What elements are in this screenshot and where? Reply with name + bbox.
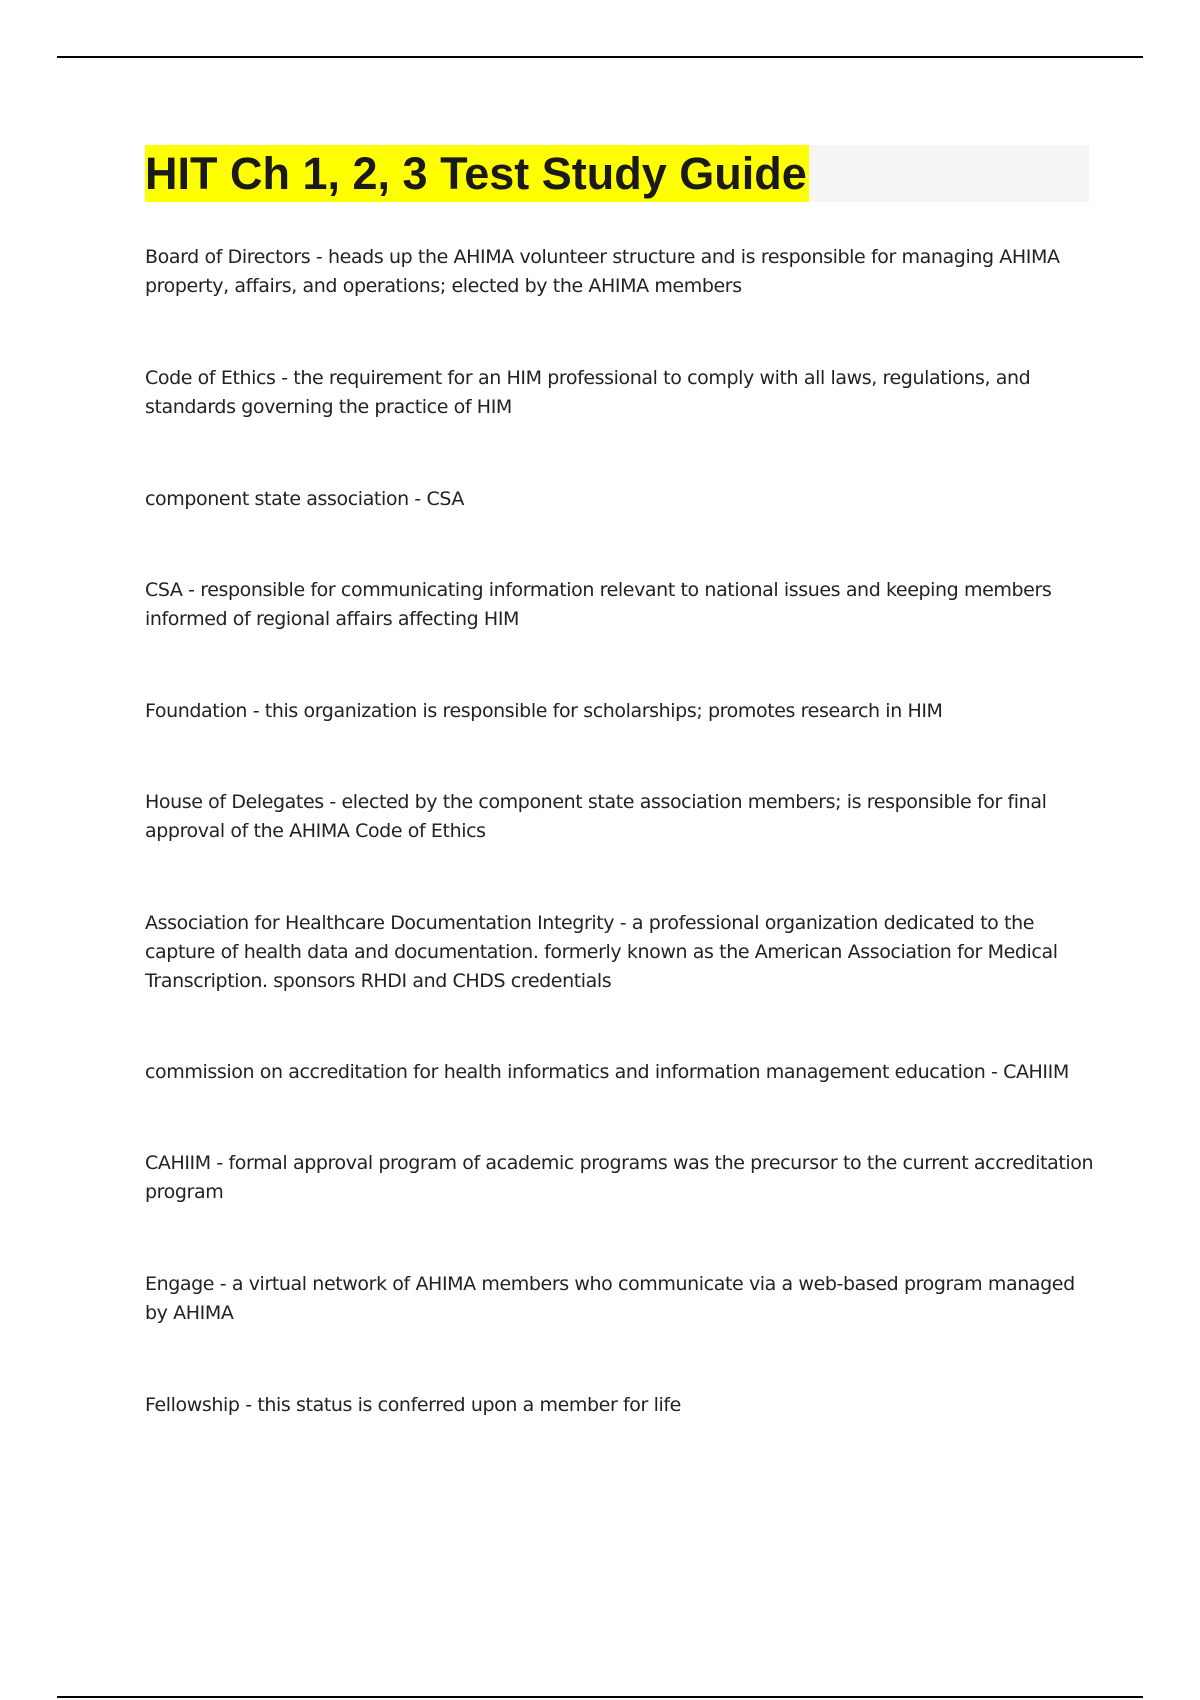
entry-fellowship: Fellowship - this status is conferred upon a member for life	[145, 1394, 681, 1416]
entry-house-of-delegates: House of Delegates - elected by the component state association members; is responsible for final approval of the AHIMA Code of Ethics	[145, 791, 1047, 842]
page-title: HIT Ch 1, 2, 3 Test Study Guide	[145, 145, 809, 202]
entry-ahdi: Association for Healthcare Documentation Integrity - a professional organization dedicated to the capture of health data and documentation. formerly known as the American Association for Medical Transcription. sponsors RHDI and CHDS credentials	[145, 912, 1058, 992]
entry-commission-on-accreditation: commission on accreditation for health informatics and information management education - CAHIIM	[145, 1061, 1069, 1083]
entry-engage: Engage - a virtual network of AHIMA members who communicate via a web-based program managed by AHIMA	[145, 1273, 1075, 1324]
bottom-rule	[57, 1696, 1143, 1698]
entry-csa: CSA - responsible for communicating information relevant to national issues and keeping members informed of regional affairs affecting HIM	[145, 579, 1052, 630]
study-guide-entries	[145, 243, 1095, 1482]
top-rule	[57, 56, 1143, 58]
entry-board-of-directors: Board of Directors - heads up the AHIMA volunteer structure and is responsible for managing AHIMA property, affairs, and operations; elected by the AHIMA members	[145, 246, 1060, 297]
entry-cahiim: CAHIIM - formal approval program of academic programs was the precursor to the current accreditation program	[145, 1152, 1094, 1203]
entry-component-state-association: component state association - CSA	[145, 488, 464, 510]
entry-foundation: Foundation - this organization is responsible for scholarships; promotes research in HIM	[145, 700, 943, 722]
entry-code-of-ethics: Code of Ethics - the requirement for an HIM professional to comply with all laws, regulations, and standards governing the practice of HIM	[145, 367, 1031, 418]
